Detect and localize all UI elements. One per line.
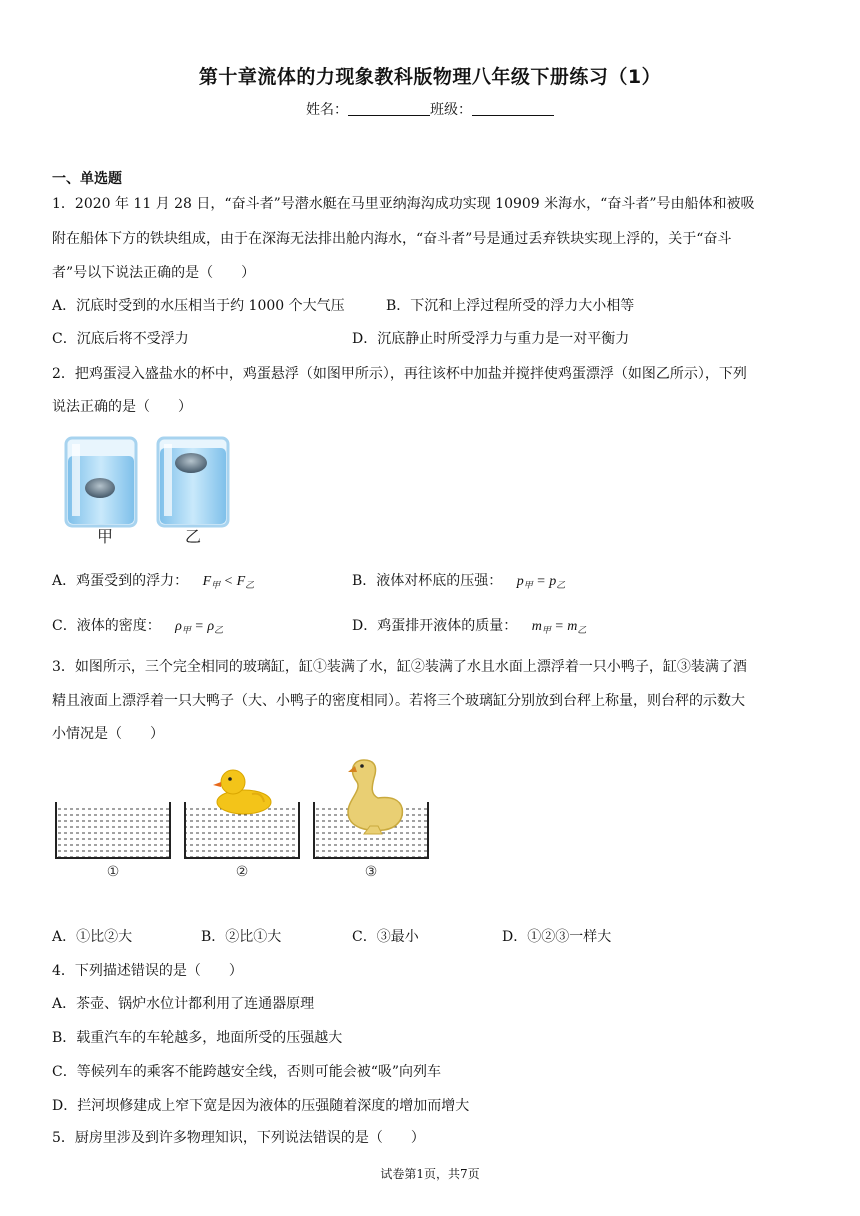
three-tanks-figure (52, 752, 437, 884)
q1-option-a: A．沉底时受到的水压相当于约 1000 个大气压 (52, 298, 345, 314)
q4-option-b: B．载重汽车的车轮越多，地面所受的压强越大 (52, 1030, 343, 1046)
q2-option-b: B．液体对杯底的压强： $p_甲 = p_乙$ (352, 573, 566, 590)
q4-option-d: D．拦河坝修建成上窄下宽是因为液体的压强随着深度的增加而增大 (52, 1098, 470, 1114)
q5-stem: 5．厨房里涉及到许多物理知识，下列说法错误的是（ ） (52, 1130, 425, 1146)
q1-option-c: C．沉底后将不受浮力 (52, 331, 189, 347)
q3-stem-line2: 精且液面上漂浮着一只大鸭子（大、小鸭子的密度相同）。若将三个玻璃缸分别放到台秤上称量，则台秤的示数大 (52, 693, 745, 709)
q3-option-a: A．①比②大 (52, 929, 133, 945)
q3-stem-line1: 3．如图所示，三个完全相同的玻璃缸，缸①装满了水，缸②装满了水且水面上漂浮着一只小鸭子，缸③装满了酒 (52, 659, 747, 675)
q2-option-c: C．液体的密度： $\rho_甲 = \rho_乙$ (52, 618, 224, 635)
q1-option-d: D．沉底静止时所受浮力与重力是一对平衡力 (352, 331, 630, 347)
q4-option-c: C．等候列车的乘客不能跨越安全线，否则可能会被“吸”向列车 (52, 1064, 442, 1080)
tank-2 (185, 770, 299, 858)
q1-stem-line1: 1．2020 年 11 月 28 日，“奋斗者”号潜水艇在马里亚纳海沟成功实现 10909 米海水，“奋斗者”号由船体和被吸 (52, 196, 755, 212)
fig-label-jia: 甲 (96, 527, 114, 546)
name-blank (348, 101, 430, 116)
class-blank (472, 101, 554, 116)
q1-stem-line2: 附在船体下方的铁块组成，由于在深海无法排出舱内海水，“奋斗者”号是通过丢弃铁块实现上浮的，关于“奋斗 (52, 231, 732, 247)
name-class-row (0, 99, 860, 119)
egg-floating (175, 453, 207, 473)
q1-stem-line3: 者”号以下说法正确的是（ ） (52, 265, 256, 281)
q1-option-b: B．下沉和上浮过程所受的浮力大小相等 (386, 298, 635, 314)
q4-option-a: A．茶壶、锅炉水位计都利用了连通器原理 (52, 996, 315, 1012)
tank-1 (56, 802, 170, 858)
q2-stem-line1: 2．把鸡蛋浸入盛盐水的杯中，鸡蛋悬浮（如图甲所示），再往该杯中加盐并搅拌使鸡蛋漂浮（如图乙所示），下列 (52, 366, 747, 382)
q2-option-a: A．鸡蛋受到的浮力： $F_甲 < F_乙$ (52, 573, 255, 590)
tank-label-1: ① (106, 864, 120, 880)
class-label: 班级： (430, 102, 472, 118)
name-label: 姓名： (306, 102, 348, 118)
q3-option-d: D．①②③一样大 (502, 929, 612, 945)
tank-label-3: ③ (364, 864, 378, 880)
beaker-jia (66, 438, 136, 526)
page-footer: 试卷第1页，共7页 (380, 1167, 480, 1181)
q3-option-c: C．③最小 (352, 929, 419, 945)
q2-option-d: D．鸡蛋排开液体的质量： $m_甲 = m_乙$ (352, 618, 587, 635)
page-title: 第十章流体的力现象教科版物理八年级下册练习（1） (198, 66, 662, 88)
large-duck (348, 760, 402, 834)
tank-label-2: ② (235, 864, 249, 880)
q3-option-b: B．②比①大 (201, 929, 282, 945)
q2-stem-line2: 说法正确的是（ ） (52, 399, 192, 415)
egg-beakers-figure (58, 430, 248, 550)
section-heading: 一、单选题 (52, 171, 122, 187)
tank-3 (314, 760, 428, 858)
q4-stem: 4．下列描述错误的是（ ） (52, 963, 243, 979)
q3-stem-line3: 小情况是（ ） (52, 726, 164, 742)
fig-label-yi: 乙 (184, 527, 202, 546)
egg-suspended (85, 478, 115, 498)
small-duck (213, 770, 271, 814)
beaker-yi (158, 438, 228, 526)
